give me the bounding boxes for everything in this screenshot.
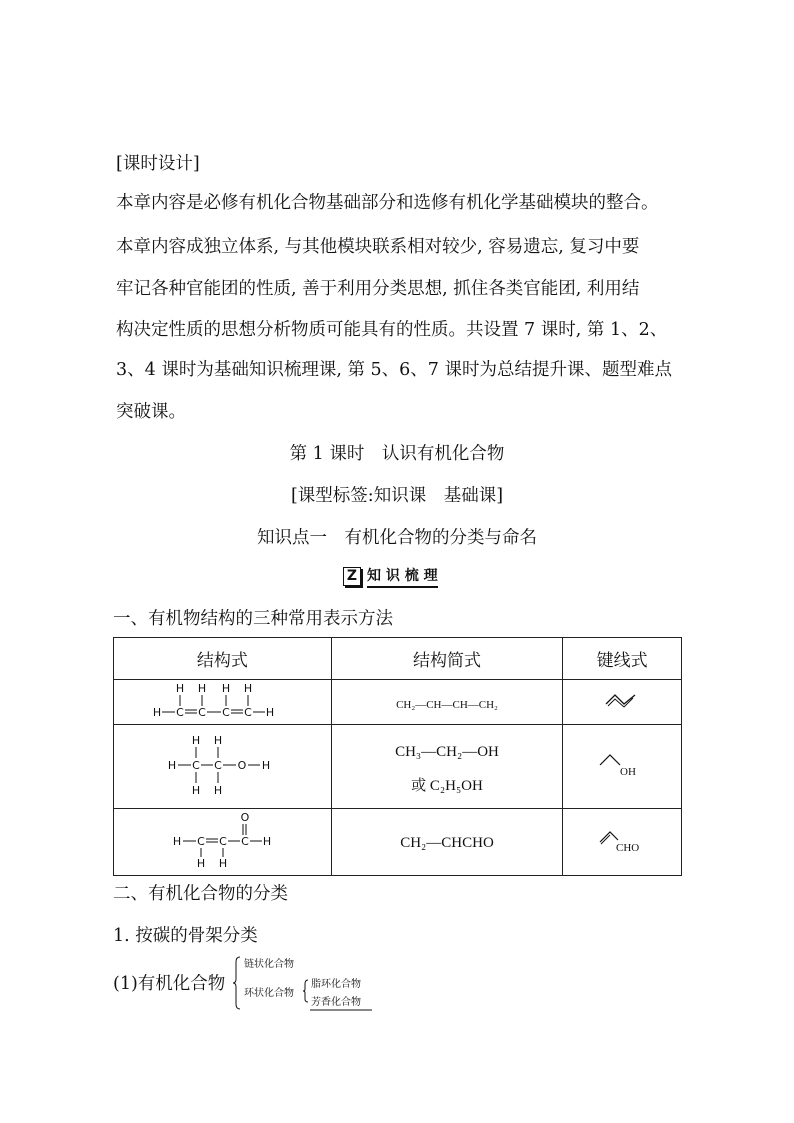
header-structural-formula: 结构式 <box>114 638 332 680</box>
atom-c: C <box>176 706 185 719</box>
atom-h: H <box>198 682 207 695</box>
formula-text: CH₂—CH—CH—CH₂ <box>396 698 498 711</box>
badge-letter-icon: Z <box>343 567 361 586</box>
atom-c: C <box>219 835 228 848</box>
atom-h: H <box>173 835 182 848</box>
skeletal-ethanol-icon <box>592 745 652 785</box>
header-skeletal-formula: 键线式 <box>563 638 682 680</box>
atom-h: H <box>244 682 253 695</box>
formula-text-alt: 或 C₂H₅OH <box>411 777 483 794</box>
skeletal-formula-ethanol <box>563 725 682 809</box>
formula-text: CH₃—CH₂—OH <box>395 743 499 760</box>
section-heading-course-design: [课时设计] <box>116 154 200 174</box>
atom-c: C <box>241 835 250 848</box>
svg-text:CHO: CHO <box>616 842 640 854</box>
paragraph-line: 突破课。 <box>116 402 186 422</box>
classification-root-label: (1)有机化合物 <box>113 974 226 994</box>
lesson-tag: [课型标签:知识课 基础课] <box>290 486 504 506</box>
atom-h: H <box>192 783 201 797</box>
atom-c: C <box>244 706 253 719</box>
atom-o: O <box>238 758 247 772</box>
lesson-title: 第 1 课时 认识有机化合物 <box>289 444 505 464</box>
paragraph-line: 本章内容成独立体系, 与其他模块联系相对较少, 容易遗忘, 复习中要 <box>116 237 640 257</box>
paragraph-line: 牢记各种官能团的性质, 善于利用分类思想, 抓住各类官能团, 利用结 <box>116 279 640 299</box>
structural-formula-butadiene <box>114 680 332 725</box>
subheading-carbon-skeleton: 1. 按碳的骨架分类 <box>113 926 258 946</box>
formula-text: CH₂—CHCHO <box>400 835 494 851</box>
alicyclic-compounds: 脂环化合物 <box>311 979 361 990</box>
svg-text:OH: OH <box>620 765 636 778</box>
atom-h: H <box>176 682 185 695</box>
paragraph-line: 本章内容是必修有机化合物基础部分和选修有机化学基础模块的整合。 <box>116 193 659 213</box>
atom-h: H <box>153 706 162 719</box>
simplified-formula-acrolein <box>331 809 562 876</box>
structural-formula-acrolein <box>114 809 332 876</box>
skeletal-butadiene-icon <box>602 690 642 710</box>
section-heading-structure-methods: 一、有机物结构的三种常用表示方法 <box>113 609 393 629</box>
skeletal-formula-butadiene <box>563 680 682 725</box>
atom-c: C <box>198 706 207 719</box>
table-row <box>114 809 682 876</box>
atom-h: H <box>168 758 177 772</box>
table-header-row <box>114 638 682 680</box>
skeletal-formula-acrolein <box>563 809 682 876</box>
badge-text: 知 识 梳 理 <box>367 565 438 588</box>
knowledge-point-title: 知识点一 有机化合物的分类与命名 <box>257 528 537 548</box>
knowledge-review-badge <box>343 566 438 586</box>
simplified-formula-ethanol <box>331 725 562 809</box>
atom-h: H <box>214 733 223 747</box>
structure-representation-table <box>113 637 682 876</box>
table-row <box>114 680 682 725</box>
atom-h: H <box>197 857 206 870</box>
chain-compounds: 链状化合物 <box>244 959 294 970</box>
aromatic-compounds: 芳香化合物 <box>311 997 361 1008</box>
atom-h: H <box>262 758 271 772</box>
atom-h: H <box>192 733 201 747</box>
atom-h: H <box>222 682 231 695</box>
paragraph-line: 3、4 课时为基础知识梳理课, 第 5、6、7 课时为总结提升课、题型难点 <box>116 360 672 380</box>
atom-h: H <box>219 857 228 870</box>
section-heading-classification: 二、有机化合物的分类 <box>113 884 288 904</box>
structural-formula-ethanol <box>114 725 332 809</box>
paragraph-line: 构决定性质的思想分析物质可能具有的性质。共设置 7 课时, 第 1、2、 <box>116 320 668 340</box>
skeletal-acrolein-icon <box>592 822 652 858</box>
atom-h: H <box>263 835 272 848</box>
header-simplified-formula: 结构简式 <box>331 638 562 680</box>
atom-c: C <box>222 706 231 719</box>
ring-compounds: 环状化合物 <box>244 988 294 999</box>
atom-h: H <box>214 783 223 797</box>
atom-c: C <box>192 758 201 772</box>
atom-h: H <box>266 706 275 719</box>
atom-c: C <box>214 758 223 772</box>
atom-o: O <box>241 811 250 824</box>
table-row <box>114 725 682 809</box>
atom-c: C <box>197 835 206 848</box>
simplified-formula-butadiene <box>331 680 562 725</box>
